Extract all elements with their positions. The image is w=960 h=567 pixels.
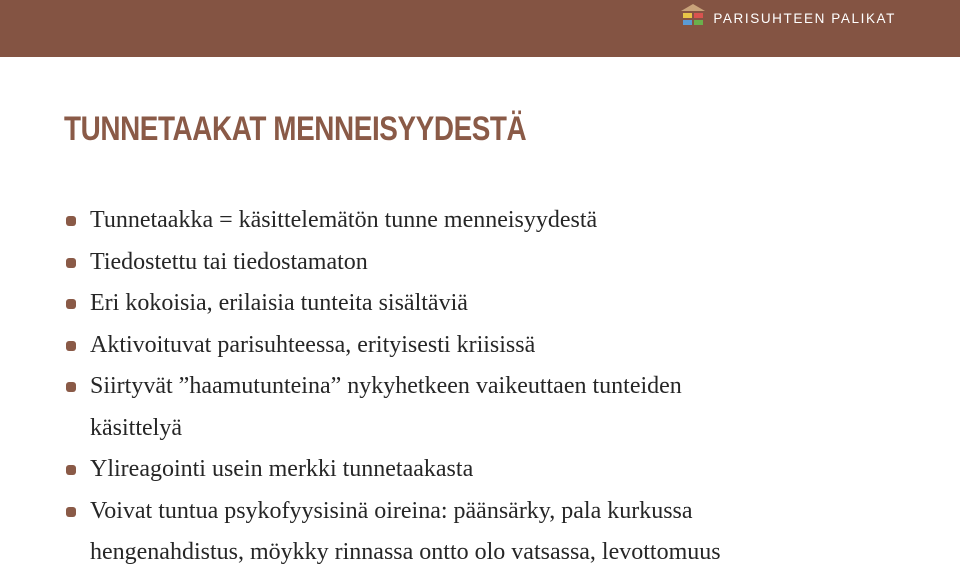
bullet-item [66,491,926,567]
slide-title: TUNNETAAKAT MENNEISYYDESTÄ [64,110,527,148]
bullet-item [66,242,926,284]
bullet-marker-icon [66,216,76,226]
bullet-marker-icon [66,465,76,475]
bullet-text: Tiedostettu tai tiedostamaton [90,248,368,275]
bullet-item [66,200,926,242]
bullet-marker-icon [66,507,76,517]
bullet-text-continuation: hengenahdistus, möykky rinnassa ontto olo vatsassa, levottomuus [90,539,721,565]
bullet-marker-icon [66,341,76,351]
bullet-text: Ylireagointi usein merkki tunnetaakasta [90,456,474,482]
bullet-list [66,200,926,567]
bullet-item [66,366,926,449]
bullet-text: Eri kokoisia, erilaisia tunteita sisältäviä [90,290,468,316]
house-blocks-icon [681,4,705,26]
bullet-marker-icon [66,258,76,268]
bullet-item [66,449,926,491]
bullet-item [66,283,926,325]
bullet-text: Voivat tuntua psykofyysisinä oireina: päänsärky, pala kurkussa [90,497,693,524]
bullet-text: Tunnetaakka = käsittelemätön tunne menneisyydestä [90,207,598,233]
bullet-item [66,325,926,367]
bullet-text: Siirtyvät ”haamutunteina” nykyhetkeen vaikeuttaen tunteiden [90,373,682,399]
brand [681,4,896,26]
bullet-marker-icon [66,382,76,392]
brand-name: PARISUHTEEN PALIKAT [713,10,896,26]
header-bar [0,0,960,57]
bullet-marker-icon [66,299,76,309]
bullet-text: Aktivoituvat parisuhteessa, erityisesti kriisissä [90,331,536,358]
bullet-text-continuation: käsittelyä [90,414,182,441]
